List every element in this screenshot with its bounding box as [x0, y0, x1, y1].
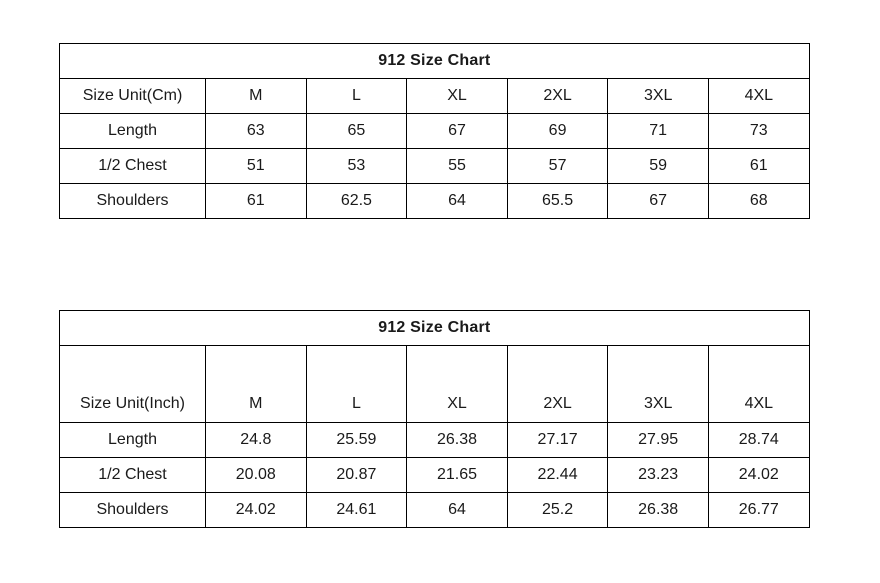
cell-shoulders-m: 61 — [206, 184, 307, 219]
table-header-row — [60, 79, 810, 114]
cell-shoulders-l: 62.5 — [306, 184, 407, 219]
cell-length-l: 65 — [306, 114, 407, 149]
chart-title: 912 Size Chart — [60, 44, 810, 79]
table-header-row — [60, 346, 810, 423]
size-header-3xl-text: 3XL — [643, 395, 673, 412]
cell-shoulders-2xl: 25.2 — [507, 493, 608, 528]
cell-shoulders-l: 24.61 — [306, 493, 407, 528]
unit-label: Size Unit(Cm) — [60, 79, 206, 114]
table-title-row — [60, 311, 810, 346]
size-header-3xl: 3XL — [608, 79, 709, 114]
row-label-half-chest: 1/2 Chest — [60, 149, 206, 184]
cell-half-chest-3xl: 23.23 — [608, 458, 709, 493]
unit-label — [60, 346, 206, 423]
table-row — [60, 423, 810, 458]
size-header-xl — [407, 346, 508, 423]
cell-half-chest-l: 53 — [306, 149, 407, 184]
row-label-length: Length — [60, 423, 206, 458]
cell-half-chest-xl: 21.65 — [407, 458, 508, 493]
size-header-4xl: 4XL — [708, 79, 809, 114]
size-header-l: L — [306, 79, 407, 114]
size-header-m-text: M — [249, 395, 263, 412]
table-row — [60, 149, 810, 184]
cell-length-3xl: 27.95 — [608, 423, 709, 458]
cell-half-chest-xl: 55 — [407, 149, 508, 184]
cell-length-xl: 26.38 — [407, 423, 508, 458]
table-row — [60, 458, 810, 493]
table-title-row — [60, 44, 810, 79]
cell-length-4xl: 28.74 — [708, 423, 809, 458]
size-header-3xl — [608, 346, 709, 423]
cell-shoulders-xl: 64 — [407, 493, 508, 528]
size-header-2xl-text: 2XL — [543, 395, 572, 412]
cell-length-xl: 67 — [407, 114, 508, 149]
cell-half-chest-2xl: 22.44 — [507, 458, 608, 493]
cell-shoulders-4xl: 26.77 — [708, 493, 809, 528]
cell-half-chest-4xl: 24.02 — [708, 458, 809, 493]
size-chart-inch-container — [59, 310, 809, 528]
size-header-xl: XL — [407, 79, 508, 114]
unit-label-text: Size Unit(Inch) — [80, 395, 185, 412]
size-header-m: M — [206, 79, 307, 114]
table-row — [60, 493, 810, 528]
size-header-4xl — [708, 346, 809, 423]
cell-length-l: 25.59 — [306, 423, 407, 458]
cell-half-chest-4xl: 61 — [708, 149, 809, 184]
size-header-4xl-text: 4XL — [744, 395, 774, 412]
row-label-shoulders: Shoulders — [60, 493, 206, 528]
cell-half-chest-m: 20.08 — [206, 458, 307, 493]
cell-length-2xl: 27.17 — [507, 423, 608, 458]
cell-shoulders-m: 24.02 — [206, 493, 307, 528]
size-header-xl-text: XL — [447, 395, 467, 412]
row-label-half-chest: 1/2 Chest — [60, 458, 206, 493]
size-header-l — [306, 346, 407, 423]
size-header-m — [206, 346, 307, 423]
cell-half-chest-m: 51 — [206, 149, 307, 184]
cell-length-3xl: 71 — [608, 114, 709, 149]
size-header-2xl — [507, 346, 608, 423]
cell-half-chest-l: 20.87 — [306, 458, 407, 493]
cell-shoulders-2xl: 65.5 — [507, 184, 608, 219]
row-label-length: Length — [60, 114, 206, 149]
cell-half-chest-3xl: 59 — [608, 149, 709, 184]
row-label-shoulders: Shoulders — [60, 184, 206, 219]
table-row — [60, 114, 810, 149]
size-chart-cm-table — [59, 43, 810, 219]
cell-half-chest-2xl: 57 — [507, 149, 608, 184]
table-row — [60, 184, 810, 219]
cell-length-m: 24.8 — [206, 423, 307, 458]
cell-shoulders-3xl: 26.38 — [608, 493, 709, 528]
cell-length-2xl: 69 — [507, 114, 608, 149]
size-header-l-text: L — [351, 395, 361, 412]
size-header-2xl: 2XL — [507, 79, 608, 114]
cell-length-4xl: 73 — [708, 114, 809, 149]
cell-shoulders-4xl: 68 — [708, 184, 809, 219]
cell-shoulders-xl: 64 — [407, 184, 508, 219]
size-chart-inch-table — [59, 310, 810, 528]
cell-length-m: 63 — [206, 114, 307, 149]
size-chart-cm-container — [59, 43, 809, 219]
chart-title: 912 Size Chart — [60, 311, 810, 346]
cell-shoulders-3xl: 67 — [608, 184, 709, 219]
